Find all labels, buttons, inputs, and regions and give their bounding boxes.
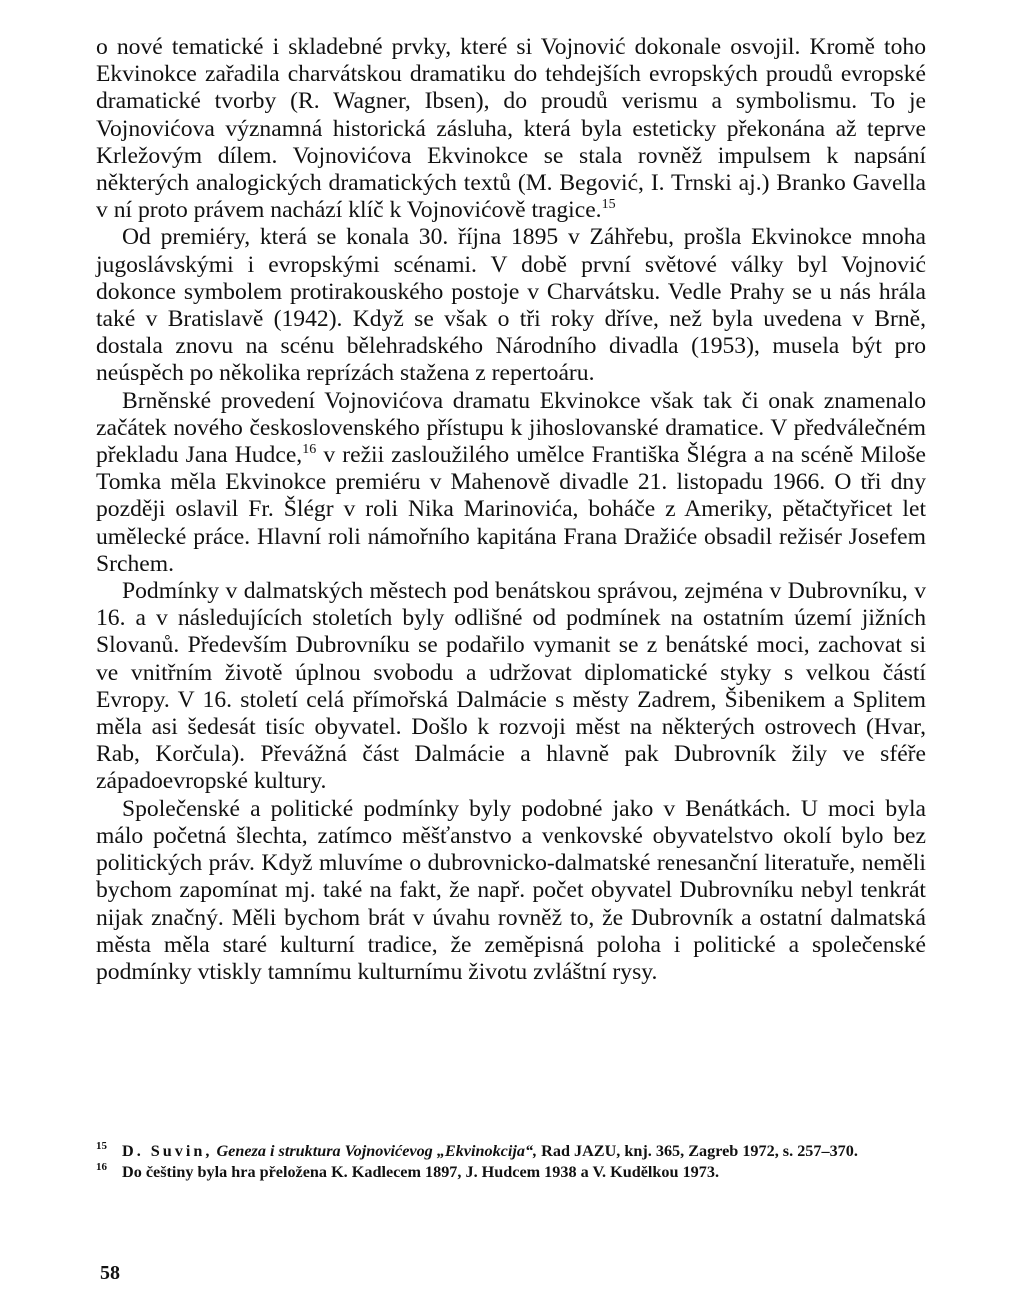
footnote-text: Do češtiny byla hra přeložena K. Kadlecem 1897, J. Hudcem 1938 a V. Kudělkou 1973. <box>122 1163 719 1181</box>
paragraph-4-text: Podmínky v dalmatských městech pod benátskou správou, zejména v Dubrovníku, v 16. a v následujících stoletích byly odlišné od podmínek na ostatním území jižních Slovanů. Především Dubrovníku se podařilo vymanit se z benátské moci, zachovat si ve vnitřním životě úplnou svobodu a udržovat diplomatické styky s velkou částí Evropy. V 16. století celá přímořská Dalmácie s městy Zadrem, Šibenikem a Splitem měla asi šedesát tisíc obyvatel. Došlo k rozvoji měst na některých ostrovech (Hvar, Rab, Korčula). Převážná část Dalmácie a hlavně pak Dubrovník žily ve sféře západoevropské kultury. <box>96 578 926 795</box>
main-text <box>96 34 926 986</box>
paragraph-4 <box>96 578 926 796</box>
footnote-ref-15: 15 <box>601 197 616 213</box>
paragraph-2 <box>96 224 926 387</box>
footnote-title: Geneza i struktura Vojnovićevog „Ekvinokcija“, <box>216 1142 538 1160</box>
paragraph-1 <box>96 34 926 224</box>
footnote-number: 16 <box>96 1161 107 1173</box>
paragraph-3-text-before: Brněnské provedení Vojnovićova dramatu Ekvinokce však tak či onak znamenalo začátek nového československého přístupu k jihoslovanské dramatice. V předválečném překladu Jana Hudce, <box>96 387 926 469</box>
footnote-ref-16: 16 <box>302 442 317 458</box>
paragraph-3-text-after: v režii zasloužilého umělce Františka Šlégra a na scéně Miloše Tomka měla Ekvinokce premiéru v Mahenově divadle 21. listopadu 1966. O tři dny později oslavil Fr. Šlégr v roli Nika Marinovića, boháče z Ameriky, pětačtyřicet let umělecké práce. Hlavní roli námořního kapitána Frana Dražiće obsadil režisér Josefem Srchem. <box>96 442 926 577</box>
footnote-author: D. Suvin, <box>122 1142 213 1160</box>
paragraph-1-text: o nové tematické i skladebné prvky, které si Vojnović dokonale osvojil. Kromě toho Ekvinokce zařadila charvátskou dramatiku do tehdejších evropských proudů evropské dramatické tvorby (R. Wagner, Ibsen), do proudů verismu a symbolismu. To je Vojnovićova významná historická zásluha, která byla esteticky překonána až teprve Krležovým dílem. Vojnovićova Ekvinokce se stala rovněž impulsem k napsání některých analogických dramatických textů (M. Begović, I. Trnski aj.) Branko Gavella v ní proto právem nachází klíč k Vojnovićově tragice. <box>96 34 926 224</box>
footnotes <box>96 1141 926 1183</box>
footnote-details: Rad JAZU, knj. 365, Zagreb 1972, s. 257–370. <box>537 1142 858 1160</box>
footnote-15 <box>96 1141 926 1162</box>
paragraph-5 <box>96 796 926 986</box>
footnote-16 <box>96 1162 926 1183</box>
paragraph-2-text: Od premiéry, která se konala 30. října 1895 v Záhřebu, prošla Ekvinokce mnoha jugoslávskými i evropskými scénami. V době první světové války byl Vojnović dokonce symbolem protirakouského postoje v Charvátsku. Vedle Prahy se u nás hrála také v Bratislavě (1942). Když se však o tři roky dříve, než byla uvedena v Brně, dostala znovu na scénu bělehradského Národního divadla (1953), musela být pro neúspěch po několika reprízách stažena z repertoáru. <box>96 224 926 387</box>
page-number: 58 <box>100 1262 120 1284</box>
footnote-number: 15 <box>96 1140 107 1152</box>
paragraph-5-text: Společenské a politické podmínky byly podobné jako v Benátkách. U moci byla málo početná šlechta, zatímco měšťanstvo a venkovské obyvatelstvo okolí bylo bez politických práv. Když mluvíme o dubrovnicko-dalmatské renesanční literatuře, neměli bychom zapomínat mj. také na fakt, že např. počet obyvatel Dubrovníku nebyl tenkrát nijak značný. Měli bychom brát v úvahu rovněž to, že Dubrovník a ostatní dalmatská města měla staré kulturní tradice, že zeměpisná poloha i politické a společenské podmínky vtiskly tamnímu kulturnímu životu zvláštní rysy. <box>96 795 926 985</box>
paragraph-3 <box>96 388 926 578</box>
